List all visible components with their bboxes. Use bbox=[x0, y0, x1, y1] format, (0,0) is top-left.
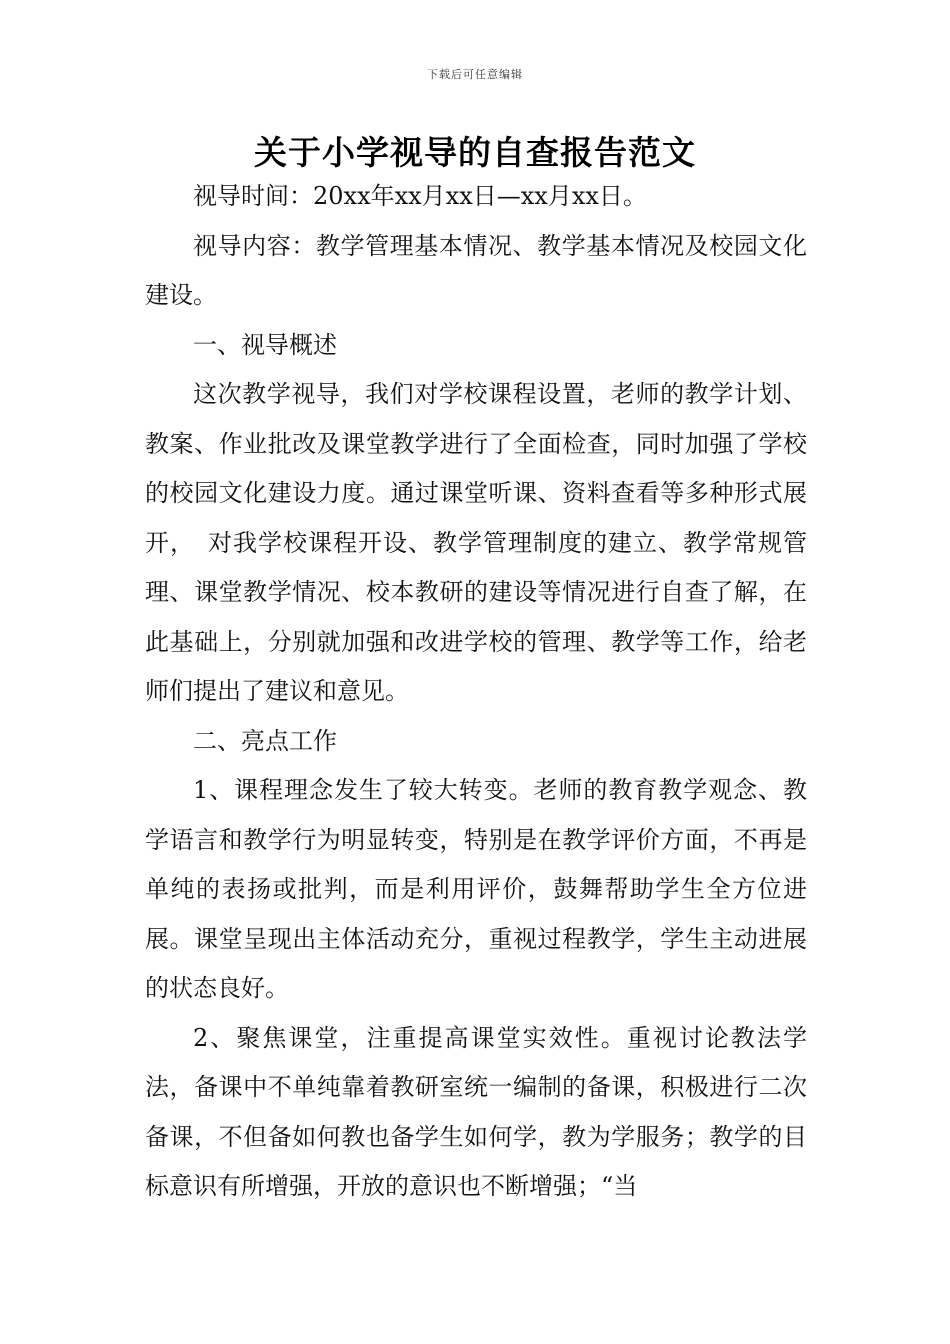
paragraph-overview: 这次教学视导，我们对学校课程设置，老师的教学计划、教案、作业批改及课堂教学进行了全面检查，同时加强了学校的校园文化建设力度。通过课堂听课、资料查看等多种形式展开， 对我学校课程开设、教学管理制度的建立、教学常规管理、课堂教学情况、校本教研的建设等情况进行自查了解，在此基础上，分别就加强和改进学校的管理、教学等工作，给老师们提出了建议和意见。 bbox=[145, 380, 807, 705]
section-heading-overview: 一、视导概述 bbox=[193, 330, 337, 359]
document-body bbox=[145, 172, 807, 1212]
section-heading-highlights: 二、亮点工作 bbox=[193, 726, 337, 755]
paragraph-inspection-content: 视导内容：教学管理基本情况、教学基本情况及校园文化建设。 bbox=[145, 231, 807, 309]
document-title: 关于小学视导的自查报告范文 bbox=[254, 133, 696, 172]
header-note: 下载后可任意编辑 bbox=[427, 68, 523, 81]
paragraph-highlight-2: 2、聚焦课堂，注重提高课堂实效性。重视讨论教法学法，备课中不单纯靠着教研室统一编制的备课，积极进行二次备课，不但备如何教也备学生如何学，教为学服务；教学的目标意识有所增强，开放的意识也不断增强；“当 bbox=[145, 1023, 807, 1200]
paragraph-inspection-time: 视导时间：20xx年xx月xx日—xx月xx日。 bbox=[193, 182, 647, 210]
paragraph-highlight-1: 1、课程理念发生了较大转变。老师的教育教学观念、教学语言和教学行为明显转变，特别是在教学评价方面，不再是单纯的表扬或批判，而是利用评价，鼓舞帮助学生全方位进展。课堂呈现出主体活动充分，重视过程教学，学生主动进展的状态良好。 bbox=[145, 776, 807, 1002]
